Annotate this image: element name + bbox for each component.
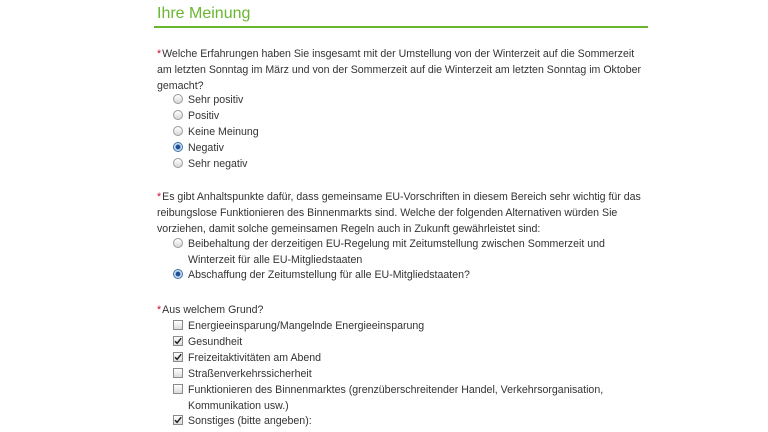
checkbox-option[interactable]: [173, 334, 643, 350]
section-divider: [154, 26, 648, 28]
radio-option[interactable]: [173, 156, 643, 172]
radio-option[interactable]: [173, 236, 643, 268]
option-label: Gesundheit: [188, 336, 243, 348]
section-title: Ihre Meinung: [157, 5, 251, 22]
checkbox-option[interactable]: [173, 382, 643, 414]
checkbox[interactable]: [173, 368, 183, 378]
option-label: Sonstiges (bitte angeben):: [188, 415, 312, 427]
option-label: Freizeitaktivitäten am Abend: [188, 352, 322, 364]
checkbox-checked[interactable]: [173, 336, 183, 346]
radio-button[interactable]: [173, 238, 183, 248]
question-reason: [157, 302, 647, 318]
option-label: Negativ: [188, 142, 224, 154]
option-label: Funktionieren des Binnenmarktes (grenzüberschreitender Handel, Verkehrsorganisation, Kommunikation usw.): [188, 384, 604, 412]
checkbox-option[interactable]: [173, 366, 643, 382]
option-label: Energieeinsparung/Mangelnde Energieeinsparung: [188, 320, 425, 332]
required-marker: *: [157, 191, 162, 203]
required-marker: *: [157, 304, 162, 316]
checkmark-icon: [174, 416, 182, 424]
radio-option[interactable]: [173, 140, 643, 156]
radio-option[interactable]: [173, 267, 643, 283]
radio-button[interactable]: [173, 126, 183, 136]
radio-option[interactable]: [173, 124, 643, 140]
checkmark-icon: [174, 353, 182, 361]
checkbox-checked[interactable]: [173, 352, 183, 362]
checkbox-option[interactable]: [173, 318, 643, 334]
question-text: Aus welchem Grund?: [162, 304, 264, 316]
radio-option[interactable]: [173, 92, 643, 108]
checkmark-icon: [174, 337, 182, 345]
option-label: Keine Meinung: [188, 126, 259, 138]
radio-button[interactable]: [173, 110, 183, 120]
option-label: Beibehaltung der derzeitigen EU-Regelung mit Zeitumstellung zwischen Sommerzeit und Winterzeit für alle EU-Mitgliedstaaten: [188, 238, 605, 266]
option-label: Sehr positiv: [188, 94, 244, 106]
option-label: Straßenverkehrssicherheit: [188, 368, 312, 380]
checkbox[interactable]: [173, 320, 183, 330]
checkbox-option[interactable]: [173, 413, 643, 429]
radio-button-selected[interactable]: [173, 269, 183, 279]
question-text: Es gibt Anhaltspunkte dafür, dass gemeinsame EU-Vorschriften in diesem Bereich sehr wichtig für das reibungslose Funktionieren des Binnenmarkts sind. Welche der folgenden Alternativen würden Sie vorziehen, damit solche gemeinsamen Regeln auch in Zukunft gewährleistet sind:: [157, 191, 641, 235]
option-label: Abschaffung der Zeitumstellung für alle EU-Mitgliedstaaten?: [188, 269, 470, 281]
option-label: Sehr negativ: [188, 158, 248, 170]
radio-button[interactable]: [173, 158, 183, 168]
option-label: Positiv: [188, 110, 220, 122]
checkbox-checked[interactable]: [173, 415, 183, 425]
checkbox-option[interactable]: [173, 350, 643, 366]
question-experience: [157, 46, 647, 94]
question-eu-rules: [157, 189, 647, 237]
checkbox[interactable]: [173, 384, 183, 394]
radio-option[interactable]: [173, 108, 643, 124]
radio-button[interactable]: [173, 94, 183, 104]
required-marker: *: [157, 48, 162, 60]
question-text: Welche Erfahrungen haben Sie insgesamt mit der Umstellung von der Winterzeit auf die Sommerzeit am letzten Sonntag im März und von der Sommerzeit auf die Winterzeit am letzten Sonntag im Oktober gemacht?: [157, 48, 642, 92]
radio-button-selected[interactable]: [173, 142, 183, 152]
